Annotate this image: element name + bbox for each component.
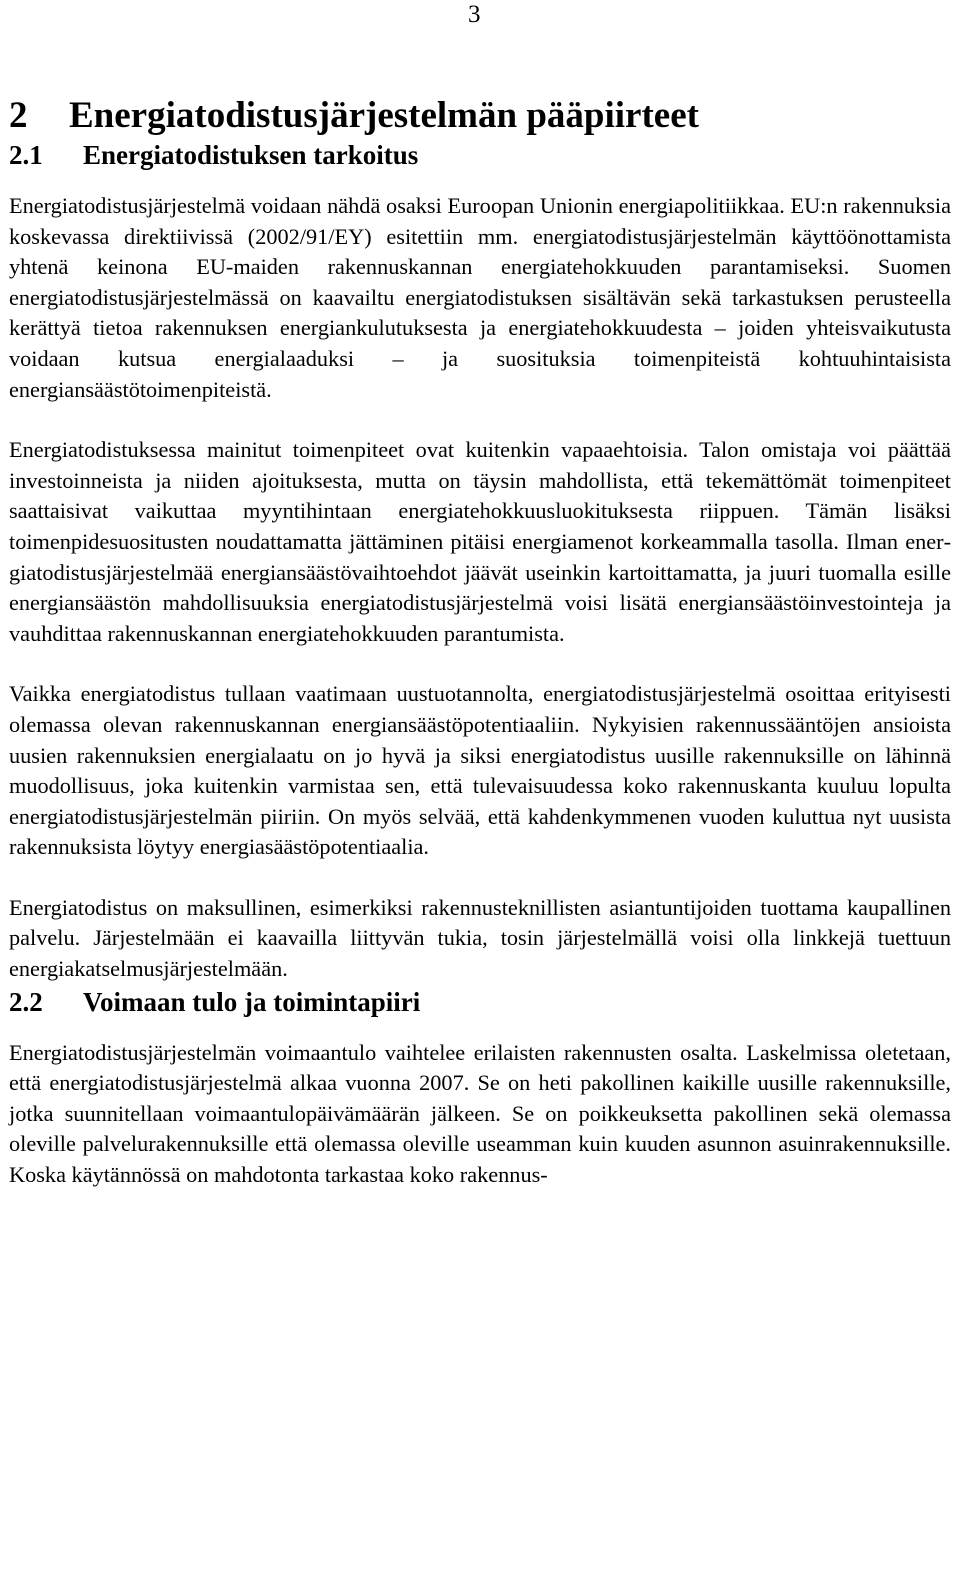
section-heading bbox=[9, 138, 951, 172]
chapter-title: Energiatodistusjärjestelmän pääpiirteet bbox=[69, 95, 699, 136]
section-title: Voimaan tulo ja toimintapiiri bbox=[83, 986, 421, 1017]
section-title: Energiatodistuksen tarkoitus bbox=[83, 140, 419, 170]
section-heading bbox=[9, 985, 951, 1019]
paragraph: Energiatodistusjärjestelmä voidaan nähdä osaksi Euroopan Unionin energiapolitiikkaa. EU:n rakennuksia koskevassa direktiivissä (2002/91/EY) esitettiin mm. energiatodistusjärjestelmän käyttöönottamista yhtenä keinona EU-maiden rakennuskannan energiatehokkuuden parantamiseksi. Suomen energiatodistusjärjestelmässä on kaavailtu energiatodistuksen sisältävän sekä tarkastuksen perusteella kerättyä tietoa rakennuksen energiankulutuksesta ja energiatehokkuudesta – joiden yhteisvaikutusta voidaan kutsua energialaaduksi – ja suosituksia toimenpiteistä kohtuuhintaisista energiansäästötoimenpiteistä. bbox=[9, 193, 951, 402]
paragraph: Energiatodistus on maksullinen, esimerkiksi rakennusteknillisten asiantuntijoiden tuottama kaupallinen palvelu. Järjestelmään ei kaavailla liittyvän tukia, tosin järjestelmällä voisi olla linkkejä tuettuun energiakatselmusjärjestelmään. bbox=[9, 894, 951, 982]
page-number: 3 bbox=[468, 1, 481, 28]
paragraph: Vaikka energiatodistus tullaan vaatimaan uustuotannolta, energiatodistusjärjestelmä osoittaa erityisesti olemassa olevan rakennuskannan energiansäästöpotentiaaliin. Nykyisien rakennussääntöjen ansioista uusien rakennuksien energialaatu on jo hyvä ja siksi energiatodistus uusille rakennuksille on lähinnä muodollisuus, joka kuitenkin varmistaa sen, että tulevaisuudessa koko rakennuskanta kuuluu lopulta energiatodistusjärjestelmän piiriin. On myös selvää, että kahdenkymmenen vuoden kuluttua nyt uusista rakennuksista löytyy energiasäästöpotentiaalia. bbox=[9, 681, 951, 860]
chapter-number: 2 bbox=[9, 95, 28, 136]
chapter-heading bbox=[9, 94, 951, 138]
section-number: 2.2 bbox=[9, 986, 43, 1017]
section-number: 2.1 bbox=[9, 140, 43, 170]
paragraph: Energiatodistuksessa mainitut toimenpiteet ovat kuitenkin vapaaehtoisia. Talon omistaja voi päättää investoinneista ja niiden ajoituksesta, mutta on täysin mahdollista, että tekemättömät toimenpiteet saattaisivat vaikuttaa myyntihintaan energiatehokkuusluokituksesta riippuen. Tämän lisäksi toimenpidesuositusten noudattamatta jättäminen pitäisi energiamenot korkeammalla tasolla. Ilman energiatodistusjärjestelmää energiansäästövaihtoehdot jäävät useinkin kartoittamatta, ja juuri tuomalla esille energiansäästön mahdollisuuksia energiatodistusjärjestelmä voisi lisätä energiansäästöinvestointeja ja vauhdittaa rakennuskannan energiatehokkuuden parantumista. bbox=[9, 437, 951, 646]
paragraph: Energiatodistusjärjestelmän voimaantulo vaihtelee erilaisten rakennusten osalta. Laskelmissa oletetaan, että energiatodistusjärjestelmä alkaa vuonna 2007. Se on heti pakollinen kaikille uusille rakennuksille, jotka suunnitellaan voimaantulopäivämäärän jälkeen. Se on poikkeuksetta pakollinen sekä olemassa oleville palvelurakennuksille että olemassa oleville useamman kuin kuuden asunnon asuinrakennuksille. Koska käytännössä on mahdotonta tarkastaa koko rakennus- bbox=[9, 1039, 951, 1188]
document-body bbox=[9, 94, 951, 1191]
